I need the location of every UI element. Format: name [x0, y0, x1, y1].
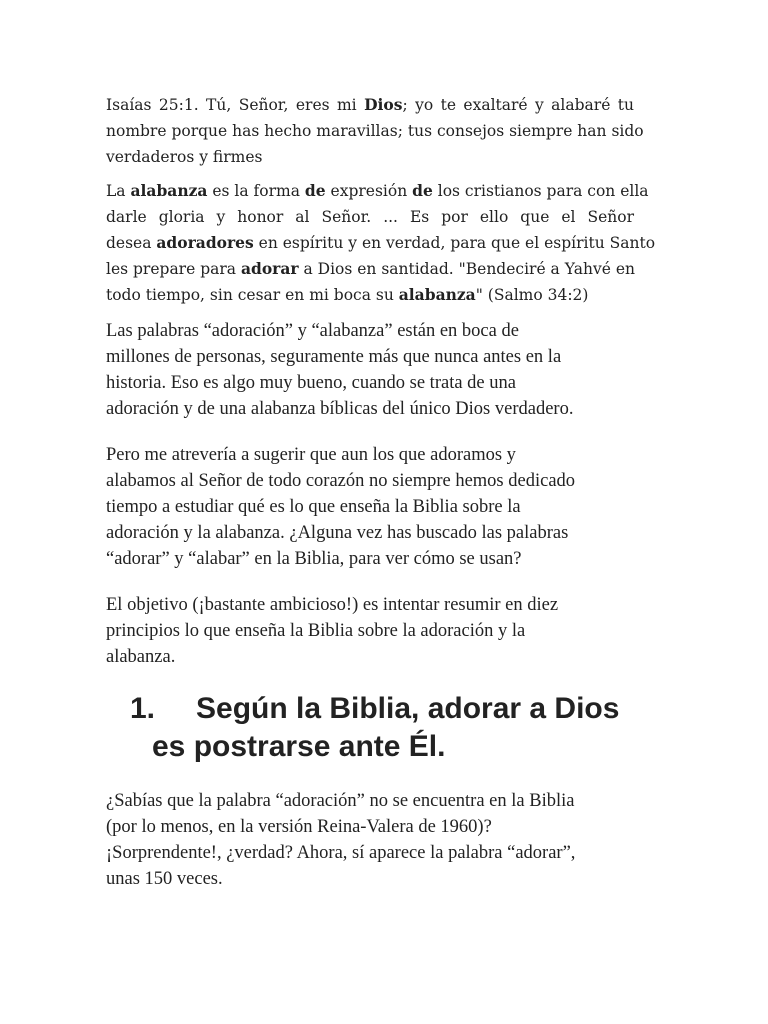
text-line: alabamos al Señor de todo corazón no siempre hemos dedicado [106, 471, 576, 491]
text-line: Las palabras “adoración” y “alabanza” están en boca de [106, 321, 519, 341]
bold-term: adoradores [156, 233, 254, 252]
bold-term: de [304, 181, 326, 200]
text-line: alabanza. [106, 647, 176, 667]
text-line: tiempo a estudiar qué es lo que enseña la Biblia sobre la [106, 497, 521, 517]
bold-term: de [412, 181, 433, 200]
section-heading-line-2: es postrarse ante Él. [152, 730, 446, 763]
text-line: El objetivo (¡bastante ambicioso!) es intentar resumir en diez [106, 595, 559, 615]
text-line: principios lo que enseña la Biblia sobre la adoración y la [106, 621, 526, 641]
text-line: ¿Sabías que la palabra “adoración” no se encuentra en la Biblia [106, 791, 575, 811]
text-line: Isaías 25:1. Tú, Señor, eres mi Dios; yo te exaltaré y alabaré tu [106, 95, 634, 114]
text-line: adoración y la alabanza. ¿Alguna vez has buscado las palabras [106, 523, 569, 543]
bold-term: Dios [364, 95, 403, 114]
text-line: desea adoradores en espíritu y en verdad, para que el espíritu Santo [106, 233, 656, 252]
suggestion-paragraph [106, 442, 666, 572]
bold-term: adorar [240, 259, 299, 278]
text-line: verdaderos y firmes [106, 148, 263, 166]
text-line: La alabanza es la forma de expresión de los cristianos para con ella [106, 181, 649, 200]
section-heading [130, 690, 650, 766]
text-line: ¡Sorprendente!, ¿verdad? Ahora, sí aparece la palabra “adorar”, [106, 843, 576, 863]
text-line: (por lo menos, en la versión Reina-Valera de 1960)? [106, 817, 492, 837]
bold-term: alabanza [130, 181, 208, 200]
text-line: les prepare para adorar a Dios en santidad. "Bendeciré a Yahvé en [106, 259, 635, 278]
text-line: todo tiempo, sin cesar en mi boca su alabanza" (Salmo 34:2) [106, 285, 589, 304]
objective-paragraph [106, 592, 666, 670]
text-line: historia. Eso es algo muy bueno, cuando se trata de una [106, 373, 516, 393]
intro-paragraph [106, 318, 666, 422]
section-number: 1. [130, 692, 156, 725]
text-line: millones de personas, seguramente más que nunca antes en la [106, 347, 562, 367]
praise-definition-paragraph [106, 178, 656, 308]
text-line: unas 150 veces. [106, 869, 223, 889]
text-line: “adorar” y “alabar” en la Biblia, para ver cómo se usan? [106, 549, 522, 569]
text-line: adoración y de una alabanza bíblicas del único Dios verdadero. [106, 399, 574, 419]
text-line: nombre porque has hecho maravillas; tus consejos siempre han sido [106, 122, 644, 140]
text-line: darle gloria y honor al Señor. ... Es por ello que el Señor [106, 208, 634, 226]
word-usage-paragraph [106, 788, 666, 892]
text-line: Pero me atrevería a sugerir que aun los que adoramos y [106, 445, 516, 465]
bold-term: alabanza [398, 285, 476, 304]
scripture-paragraph [106, 92, 644, 170]
section-heading-line-1: Según la Biblia, adorar a Dios [196, 692, 620, 725]
